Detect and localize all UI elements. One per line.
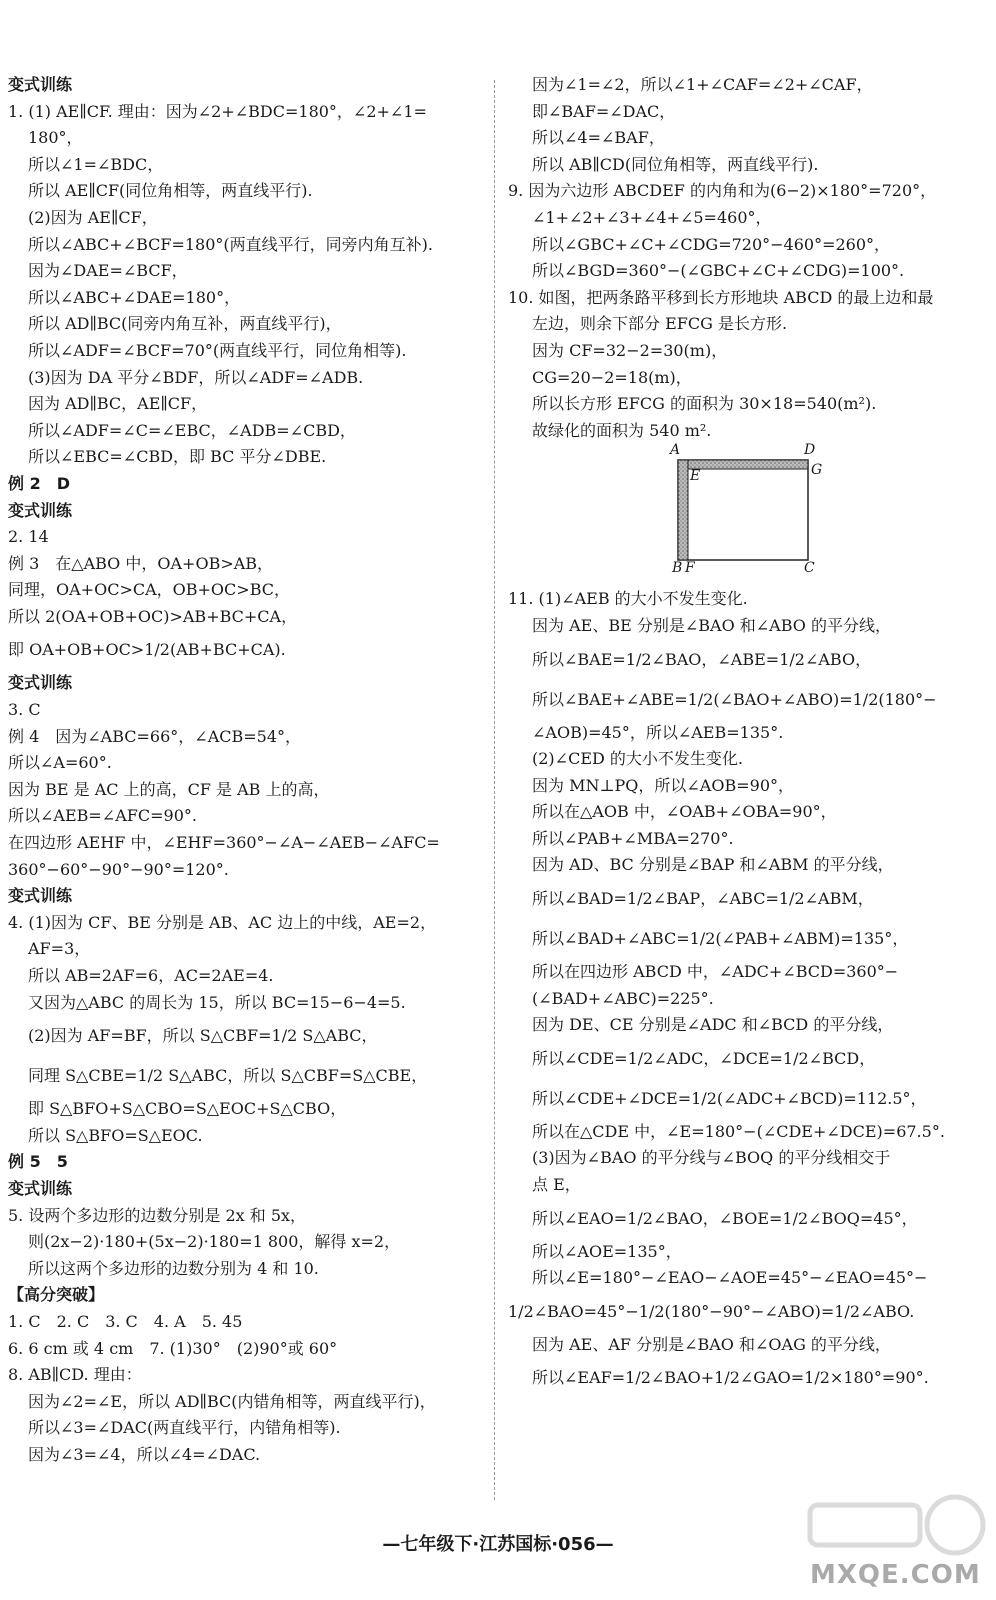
text-line: 所以∠EAO=1/2∠BAO，∠BOE=1/2∠BOQ=45°， bbox=[532, 1208, 918, 1228]
text-line: 9. 因为六边形 ABCDEF 的内角和为(6−2)×180°=720°， bbox=[508, 181, 937, 201]
section-heading: 例 2 D bbox=[8, 473, 70, 493]
text-line: 例 3 在△ABO 中，OA+OB>AB， bbox=[8, 553, 274, 573]
section-heading: 变式训练 bbox=[8, 886, 73, 906]
text-line: 因为 CF=32−2=30(m)， bbox=[532, 340, 728, 360]
text-line: 6. 6 cm 或 4 cm 7. (1)30° (2)90°或 60° bbox=[8, 1338, 338, 1358]
text-line: 例 4 因为∠ABC=66°，∠ACB=54°， bbox=[8, 726, 302, 746]
left-road bbox=[678, 460, 688, 560]
label-b: B bbox=[672, 560, 683, 577]
label-g: G bbox=[811, 462, 823, 479]
text-line: 在四边形 AEHF 中，∠EHF=360°−∠A−∠AEB−∠AFC= bbox=[8, 833, 440, 853]
text-line: 1. C 2. C 3. C 4. A 5. 45 bbox=[8, 1311, 243, 1331]
label-d: D bbox=[804, 442, 816, 459]
text-line: 所以∠E=180°−∠EAO−∠AOE=45°−∠EAO=45°− bbox=[532, 1268, 928, 1288]
section-heading: 【高分突破】 bbox=[8, 1285, 105, 1305]
text-line: 因为 BE 是 AC 上的高，CF 是 AB 上的高， bbox=[8, 779, 330, 799]
text-line: 因为 MN⊥PQ，所以∠AOB=90°， bbox=[532, 775, 795, 795]
text-line: 10. 如图，把两条路平移到长方形地块 ABCD 的最上边和最 bbox=[508, 287, 934, 307]
text-line: 即 S△BFO+S△CBO=S△EOC+S△CBO， bbox=[28, 1099, 347, 1119]
section-heading: 变式训练 bbox=[8, 75, 73, 94]
text-line: 所以 2(OA+OB+OC)>AB+BC+CA， bbox=[8, 606, 298, 626]
text-line: (2)∠CED 的大小不发生变化. bbox=[532, 749, 743, 769]
text-line: 所以∠CDE+∠DCE=1/2(∠ADC+∠BCD)=112.5°， bbox=[532, 1088, 927, 1108]
text-line: (2)因为 AF=BF，所以 S△CBF=1/2 S△ABC， bbox=[28, 1026, 378, 1046]
text-line: 所以∠BGD=360°−(∠GBC+∠C+∠CDG)=100°. bbox=[532, 261, 905, 281]
text-line: 所以∠BAE=1/2∠BAO，∠ABE=1/2∠ABO， bbox=[532, 649, 872, 669]
text-line: 点 E， bbox=[532, 1175, 581, 1195]
text-line: 所以∠BAD+∠ABC=1/2(∠PAB+∠ABM)=135°， bbox=[532, 929, 909, 949]
text-line: 因为 AE、AF 分别是∠BAO 和∠OAG 的平分线， bbox=[532, 1334, 891, 1354]
text-line: 4. (1)因为 CF、BE 分别是 AB、AC 边上的中线，AE=2， bbox=[8, 912, 437, 932]
text-line: 因为 AD∥BC，AE∥CF， bbox=[28, 394, 208, 414]
text-line: AF=3， bbox=[28, 939, 91, 959]
text-line: 所以 AB=2AF=6，AC=2AE=4. bbox=[28, 966, 274, 985]
text-line: 则(2x−2)·180+(5x−2)·180=1 800，解得 x=2， bbox=[28, 1232, 401, 1252]
text-line: (2)因为 AE∥CF， bbox=[28, 207, 158, 227]
text-line: 所以∠AOE=135°， bbox=[532, 1241, 682, 1261]
text-line: 所以 S△BFO=S△EOC. bbox=[28, 1125, 203, 1145]
right-bottom-block bbox=[508, 586, 988, 1398]
label-e: E bbox=[690, 468, 701, 485]
text-line: 3. C bbox=[8, 700, 41, 720]
text-line: 所以∠EBC=∠CBD，即 BC 平分∠DBE. bbox=[28, 447, 327, 467]
text-line: ∠AOB)=45°，所以∠AEB=135°. bbox=[532, 722, 784, 742]
text-line: 因为 AE、BE 分别是∠BAO 和∠ABO 的平分线， bbox=[532, 615, 891, 635]
text-line: (∠BAD+∠ABC)=225°. bbox=[532, 988, 714, 1008]
text-line: 所以 AB∥CD(同位角相等，两直线平行). bbox=[532, 154, 819, 174]
text-line: 所以∠4=∠BAF， bbox=[532, 128, 665, 148]
text-line: 同理 S△CBE=1/2 S△ABC，所以 S△CBF=S△CBE， bbox=[28, 1066, 428, 1086]
text-line: (3)因为 DA 平分∠BDF，所以∠ADF=∠ADB. bbox=[28, 367, 364, 387]
text-line: 因为∠DAE=∠BCF， bbox=[28, 261, 188, 281]
text-line: 1/2∠BAO=45°−1/2(180°−90°−∠ABO)=1/2∠ABO. bbox=[508, 1301, 915, 1321]
text-line: 即 OA+OB+OC>1/2(AB+BC+CA). bbox=[8, 640, 286, 660]
text-line: 因为∠1=∠2，所以∠1+∠CAF=∠2+∠CAF， bbox=[532, 75, 873, 94]
text-line: 所以这两个多边形的边数分别为 4 和 10. bbox=[28, 1258, 319, 1278]
right-top-block bbox=[508, 72, 988, 444]
text-line: 所以∠GBC+∠C+∠CDG=720°−460°=260°， bbox=[532, 234, 891, 254]
text-line: 同理，OA+OC>CA，OB+OC>BC， bbox=[8, 580, 290, 600]
text-line: 所以∠EAF=1/2∠BAO+1/2∠GAO=1/2×180°=90°. bbox=[532, 1368, 929, 1388]
text-line: 所以长方形 EFCG 的面积为 30×18=540(m²). bbox=[532, 394, 877, 414]
label-a: A bbox=[670, 442, 681, 459]
text-line: (3)因为∠BAO 的平分线与∠BOQ 的平分线相交于 bbox=[532, 1148, 891, 1168]
text-line: 所以∠1=∠BDC， bbox=[28, 154, 164, 174]
text-line: 所以在△CDE 中，∠E=180°−(∠CDE+∠DCE)=67.5°. bbox=[532, 1121, 945, 1141]
text-line: 因为 DE、CE 分别是∠ADC 和∠BCD 的平分线， bbox=[532, 1015, 894, 1035]
text-line: 180°， bbox=[28, 128, 83, 148]
text-line: 所以∠3=∠DAC(两直线平行，内错角相等). bbox=[28, 1418, 341, 1438]
text-line: 所以∠ABC+∠BCF=180°(两直线平行，同旁内角互补). bbox=[28, 234, 433, 254]
text-line: 即∠BAF=∠DAC， bbox=[532, 101, 676, 121]
text-line: 5. 设两个多边形的边数分别是 2x 和 5x， bbox=[8, 1205, 307, 1225]
text-line: 故绿化的面积为 540 m². bbox=[532, 420, 712, 440]
rectangle-figure bbox=[658, 442, 858, 580]
text-line: 所以在△AOB 中，∠OAB+∠OBA=90°， bbox=[532, 802, 837, 822]
text-line: 1. (1) AE∥CF. 理由：因为∠2+∠BDC=180°，∠2+∠1= bbox=[8, 101, 427, 121]
text-line: 所以在四边形 ABCD 中，∠ADC+∠BCD=360°− bbox=[532, 962, 899, 982]
text-line: 左边，则余下部分 EFCG 是长方形. bbox=[532, 314, 788, 334]
right-column bbox=[508, 72, 988, 1398]
text-line: 所以∠PAB+∠MBA=270°. bbox=[532, 828, 734, 848]
text-line: 2. 14 bbox=[8, 527, 49, 547]
text-line: 因为∠3=∠4，所以∠4=∠DAC. bbox=[28, 1444, 261, 1464]
text-line: 所以 AE∥CF(同位角相等，两直线平行). bbox=[28, 181, 313, 201]
text-line: 因为∠2=∠E，所以 AD∥BC(内错角相等，两直线平行)， bbox=[28, 1391, 436, 1411]
text-line: 所以∠BAD=1/2∠BAP，∠ABC=1/2∠ABM， bbox=[532, 889, 874, 909]
text-line: 11. (1)∠AEB 的大小不发生变化. bbox=[508, 589, 748, 609]
section-heading: 例 5 5 bbox=[8, 1152, 68, 1172]
text-line: 所以∠BAE+∠ABE=1/2(∠BAO+∠ABO)=1/2(180°− bbox=[532, 689, 937, 709]
text-line: 8. AB∥CD. 理由： bbox=[8, 1365, 142, 1385]
section-heading: 变式训练 bbox=[8, 1178, 73, 1198]
text-line: 所以∠CDE=1/2∠ADC，∠DCE=1/2∠BCD， bbox=[532, 1048, 876, 1068]
label-f: F bbox=[685, 560, 695, 577]
text-line: 所以∠AEB=∠AFC=90°. bbox=[8, 806, 197, 826]
section-heading: 变式训练 bbox=[8, 673, 73, 693]
label-c: C bbox=[804, 560, 815, 577]
watermark-text: MXQE.COM bbox=[810, 1560, 981, 1590]
section-heading: 变式训练 bbox=[8, 500, 73, 520]
text-line: 所以∠ADF=∠C=∠EBC，∠ADB=∠CBD， bbox=[28, 420, 356, 440]
text-line: 所以 AD∥BC(同旁内角互补，两直线平行)， bbox=[28, 314, 342, 334]
text-line: 360°−60°−90°−90°=120°. bbox=[8, 859, 229, 879]
text-line: 所以∠ADF=∠BCF=70°(两直线平行，同位角相等). bbox=[28, 340, 407, 360]
text-line: CG=20−2=18(m)， bbox=[532, 367, 692, 387]
text-line: 又因为△ABC 的周长为 15，所以 BC=15−6−4=5. bbox=[28, 992, 406, 1012]
left-column bbox=[8, 72, 486, 1469]
text-line: 所以∠ABC+∠DAE=180°， bbox=[28, 287, 241, 307]
text-line: 因为 AD、BC 分别是∠BAP 和∠ABM 的平分线， bbox=[532, 855, 894, 875]
text-line: 所以∠A=60°. bbox=[8, 753, 112, 773]
page-footer: —七年级下·江苏国标·056— bbox=[382, 1534, 614, 1555]
text-line: ∠1+∠2+∠3+∠4+∠5=460°， bbox=[532, 207, 772, 227]
column-divider bbox=[494, 80, 495, 1500]
